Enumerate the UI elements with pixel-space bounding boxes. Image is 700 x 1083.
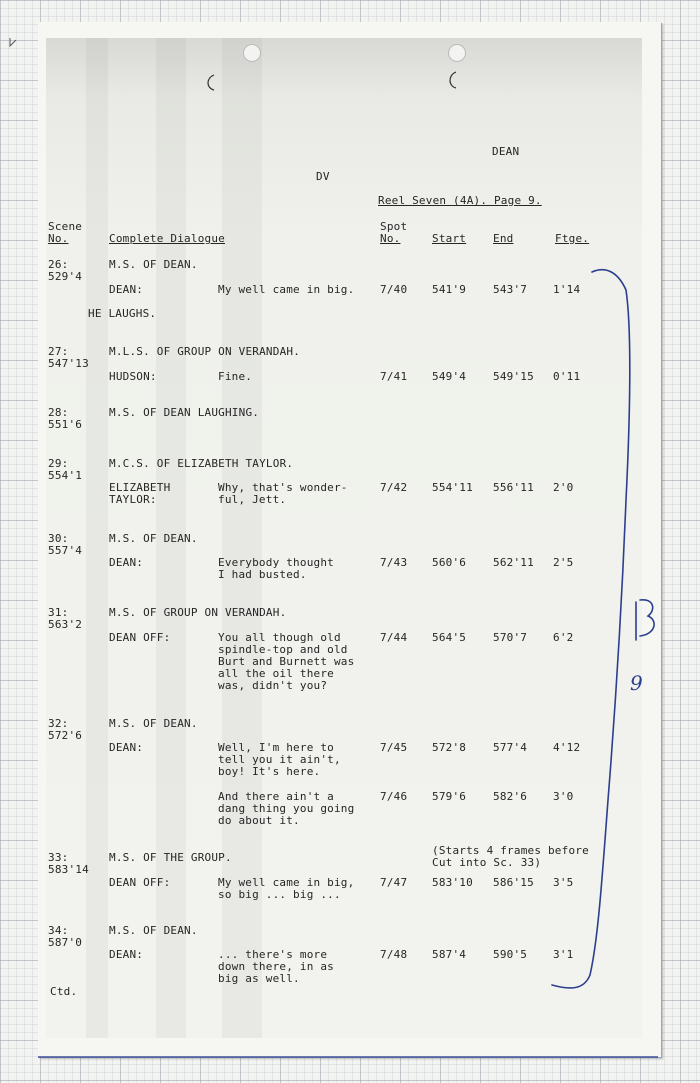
shot-description: M.S. OF DEAN. [109,532,198,545]
col-scene: Scene [48,220,83,233]
action-line: HE LAUGHS. [88,307,157,320]
header-dean: DEAN [492,145,520,158]
dialogue-line: Burt and Burnett was [218,655,355,668]
scene-footage: 557'4 [48,544,83,557]
continued-label: Ctd. [50,985,78,998]
timing-note: (Starts 4 frames before [432,844,589,857]
dialogue-line: was, didn't you? [218,679,328,692]
speaker: TAYLOR: [109,493,157,506]
col-end: End [493,232,514,245]
col-spot-no: No. [380,232,401,245]
ftge-value: 0'11 [553,370,581,383]
end-value: 549'15 [493,370,534,383]
dialogue-line: big as well. [218,972,300,985]
dialogue-line: My well came in big, [218,876,355,889]
scene-number: 27: [48,345,69,358]
shot-description: M.L.S. OF GROUP ON VERANDAH. [109,345,301,358]
spot-number: 7/42 [380,481,408,494]
dialogue-line: And there ain't a [218,790,334,803]
start-value: 549'4 [432,370,467,383]
dialogue-line: all the oil there [218,667,334,680]
end-value: 543'7 [493,283,528,296]
margin-bracket-line [552,270,630,988]
reel-page-title: Reel Seven (4A). Page 9. [378,194,542,207]
dialogue-line: Fine. [218,370,253,383]
scene-footage: 563'2 [48,618,83,631]
scene-footage: 583'14 [48,863,89,876]
shot-description: M.S. OF GROUP ON VERANDAH. [109,606,287,619]
scene-footage: 572'6 [48,729,83,742]
speaker: DEAN: [109,741,144,754]
speaker: DEAN: [109,283,144,296]
dialogue-line: boy! It's here. [218,765,321,778]
col-start: Start [432,232,467,245]
dialogue-line: ful, Jett. [218,493,287,506]
shot-description: M.S. OF DEAN LAUGHING. [109,406,260,419]
speaker: DEAN OFF: [109,876,171,889]
spot-number: 7/40 [380,283,408,296]
scene-number: 32: [48,717,69,730]
spot-number: 7/46 [380,790,408,803]
ftge-value: 2'0 [553,481,574,494]
end-value: 570'7 [493,631,528,644]
speaker: DEAN: [109,556,144,569]
scene-footage: 551'6 [48,418,83,431]
ftge-value: 1'14 [553,283,581,296]
end-value: 590'5 [493,948,528,961]
margin-initials-mark [636,600,654,640]
dialogue-line: dang thing you going [218,802,355,815]
start-value: 560'6 [432,556,467,569]
col-dialogue: Complete Dialogue [109,232,225,245]
dialogue-line: tell you it ain't, [218,753,341,766]
dialogue-line: You all though old [218,631,341,644]
start-value: 572'8 [432,741,467,754]
corner-tick [10,38,16,46]
end-value: 556'11 [493,481,534,494]
scene-number: 29: [48,457,69,470]
ftge-value: 4'12 [553,741,581,754]
dialogue-line: Well, I'm here to [218,741,334,754]
dialogue-line: Everybody thought [218,556,334,569]
scene-number: 26: [48,258,69,271]
dialogue-line: My well came in big. [218,283,355,296]
scene-number: 28: [48,406,69,419]
dialogue-line: ... there's more [218,948,328,961]
dialogue-line: so big ... big ... [218,888,341,901]
scene-footage: 529'4 [48,270,83,283]
header-dv: DV [316,170,330,183]
ftge-value: 2'5 [553,556,574,569]
start-value: 541'9 [432,283,467,296]
ftge-value: 3'0 [553,790,574,803]
spot-number: 7/44 [380,631,408,644]
scene-footage: 587'0 [48,936,83,949]
dialogue-line: do about it. [218,814,300,827]
margin-note: 9 [630,671,643,695]
ftge-value: 3'1 [553,948,574,961]
hole-mark [208,75,214,90]
start-value: 554'11 [432,481,473,494]
shot-description: M.S. OF THE GROUP. [109,851,232,864]
scene-number: 31: [48,606,69,619]
scene-number: 30: [48,532,69,545]
shot-description: M.S. OF DEAN. [109,258,198,271]
spot-number: 7/43 [380,556,408,569]
scene-number: 33: [48,851,69,864]
start-value: 587'4 [432,948,467,961]
col-spot: Spot [380,220,408,233]
end-value: 586'15 [493,876,534,889]
speaker: HUDSON: [109,370,157,383]
dialogue-line: I had busted. [218,568,307,581]
spot-number: 7/48 [380,948,408,961]
spot-number: 7/45 [380,741,408,754]
scene-footage: 547'13 [48,357,89,370]
shot-description: M.C.S. OF ELIZABETH TAYLOR. [109,457,294,470]
ftge-value: 3'5 [553,876,574,889]
dialogue-line: spindle-top and old [218,643,348,656]
speaker: DEAN: [109,948,144,961]
dialogue-line: down there, in as [218,960,334,973]
shot-description: M.S. OF DEAN. [109,924,198,937]
timing-note: Cut into Sc. 33) [432,856,542,869]
start-value: 564'5 [432,631,467,644]
hole-mark [450,72,456,88]
end-value: 562'11 [493,556,534,569]
speaker: DEAN OFF: [109,631,171,644]
dialogue-line: Why, that's wonder- [218,481,348,494]
scene-number: 34: [48,924,69,937]
start-value: 579'6 [432,790,467,803]
end-value: 577'4 [493,741,528,754]
col-ftge: Ftge. [555,232,590,245]
speaker: ELIZABETH [109,481,171,494]
col-scene-no: No. [48,232,69,245]
scene-footage: 554'1 [48,469,83,482]
start-value: 583'10 [432,876,473,889]
ftge-value: 6'2 [553,631,574,644]
end-value: 582'6 [493,790,528,803]
spot-number: 7/47 [380,876,408,889]
shot-description: M.S. OF DEAN. [109,717,198,730]
spot-number: 7/41 [380,370,408,383]
